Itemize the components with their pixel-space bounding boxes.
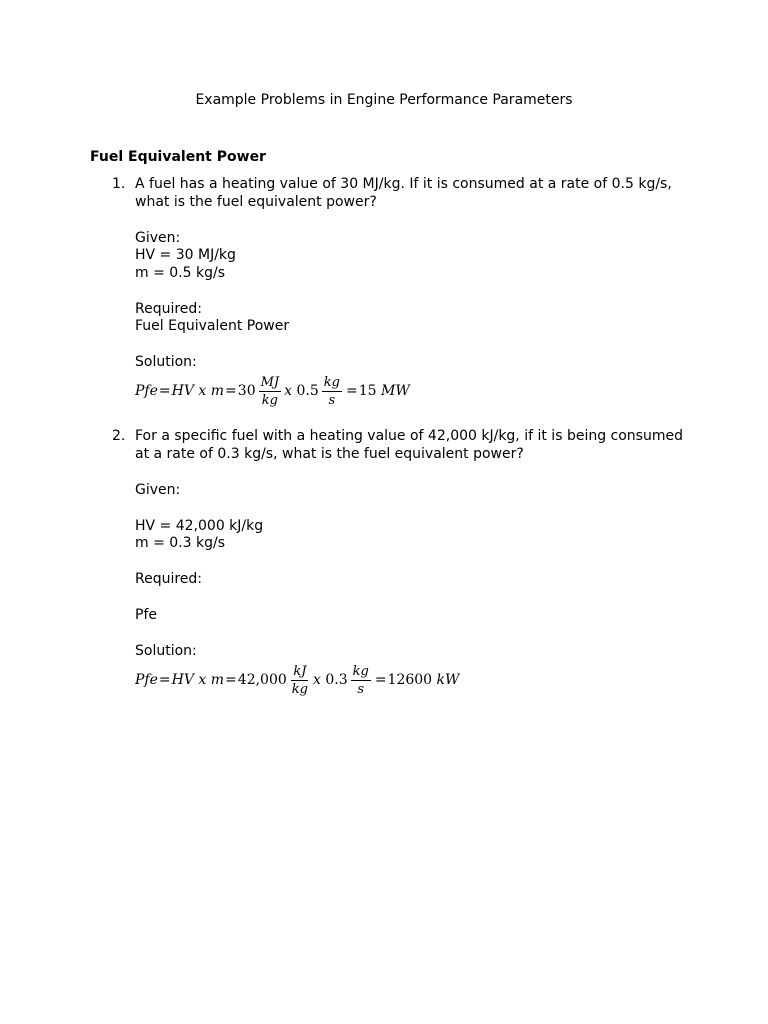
fraction-denominator: s [328, 393, 336, 409]
problem-number: 2. [112, 428, 126, 444]
problem-body [135, 428, 695, 701]
fraction-numerator: MJ [260, 375, 280, 391]
equation-m: m [210, 671, 225, 688]
unit-fraction [290, 664, 310, 697]
given-item: HV = 42,000 kJ/kg [135, 517, 264, 534]
equation-m: m [210, 383, 225, 400]
equation-value: 0.5 [296, 383, 319, 400]
required-item: Fuel Equivalent Power [135, 318, 290, 335]
question-line: For a specific fuel with a heating value of 42,000 kJ/kg, if it is being consumed [135, 428, 683, 444]
question-line: at a rate of 0.3 kg/s, what is the fuel equivalent power? [135, 445, 524, 462]
problem-number: 1. [112, 176, 126, 192]
equation-value: 42,000 [237, 671, 287, 688]
question-line: A fuel has a heating value of 30 MJ/kg. If it is consumed at a rate of 0.5 kg/s, [135, 176, 672, 192]
unit-fraction [259, 375, 282, 408]
fraction-denominator: kg [291, 682, 308, 698]
fraction-numerator: kg [323, 375, 340, 391]
fraction-denominator: kg [261, 393, 278, 409]
section-heading: Fuel Equivalent Power [90, 149, 266, 165]
equals-sign: = [225, 671, 237, 688]
equals-sign: = [158, 383, 171, 400]
equation-result-unit: kW [436, 671, 460, 688]
given-label: Given: [135, 229, 181, 246]
equation-hv: HV [171, 383, 194, 400]
equation-result-unit: MW [380, 383, 410, 400]
equation-result: 15 [358, 383, 377, 400]
equals-sign: = [374, 671, 387, 688]
equation-hv: HV [171, 671, 194, 688]
required-item: Pfe [135, 607, 157, 624]
times-symbol: x [284, 383, 293, 400]
times-symbol: x [198, 383, 207, 400]
times-symbol: x [198, 671, 207, 688]
equation-result: 12600 [387, 671, 433, 688]
solution-label: Solution: [135, 643, 197, 660]
solution-label: Solution: [135, 354, 197, 371]
equation-lhs: Pfe [135, 383, 158, 400]
times-symbol: x [312, 671, 321, 688]
equals-sign: = [225, 383, 237, 400]
equals-sign: = [158, 671, 171, 688]
fraction-numerator: kJ [293, 664, 307, 680]
problem-body [135, 176, 695, 412]
unit-fraction [351, 664, 371, 697]
unit-fraction [322, 375, 342, 408]
question-line: what is the fuel equivalent power? [135, 193, 377, 210]
given-item: m = 0.5 kg/s [135, 264, 225, 281]
given-label: Given: [135, 481, 181, 498]
equation-lhs: Pfe [135, 671, 158, 688]
given-item: m = 0.3 kg/s [135, 535, 225, 552]
equation-value: 0.3 [325, 671, 348, 688]
fraction-denominator: s [357, 682, 365, 698]
given-item: HV = 30 MJ/kg [135, 247, 236, 264]
equals-sign: = [345, 383, 358, 400]
solution-equation [135, 661, 695, 701]
equation-value: 30 [237, 383, 256, 400]
document-title: Example Problems in Engine Performance Parameters [195, 92, 573, 108]
fraction-numerator: kg [352, 664, 369, 680]
solution-equation [135, 372, 695, 412]
required-label: Required: [135, 300, 203, 317]
required-label: Required: [135, 571, 203, 588]
